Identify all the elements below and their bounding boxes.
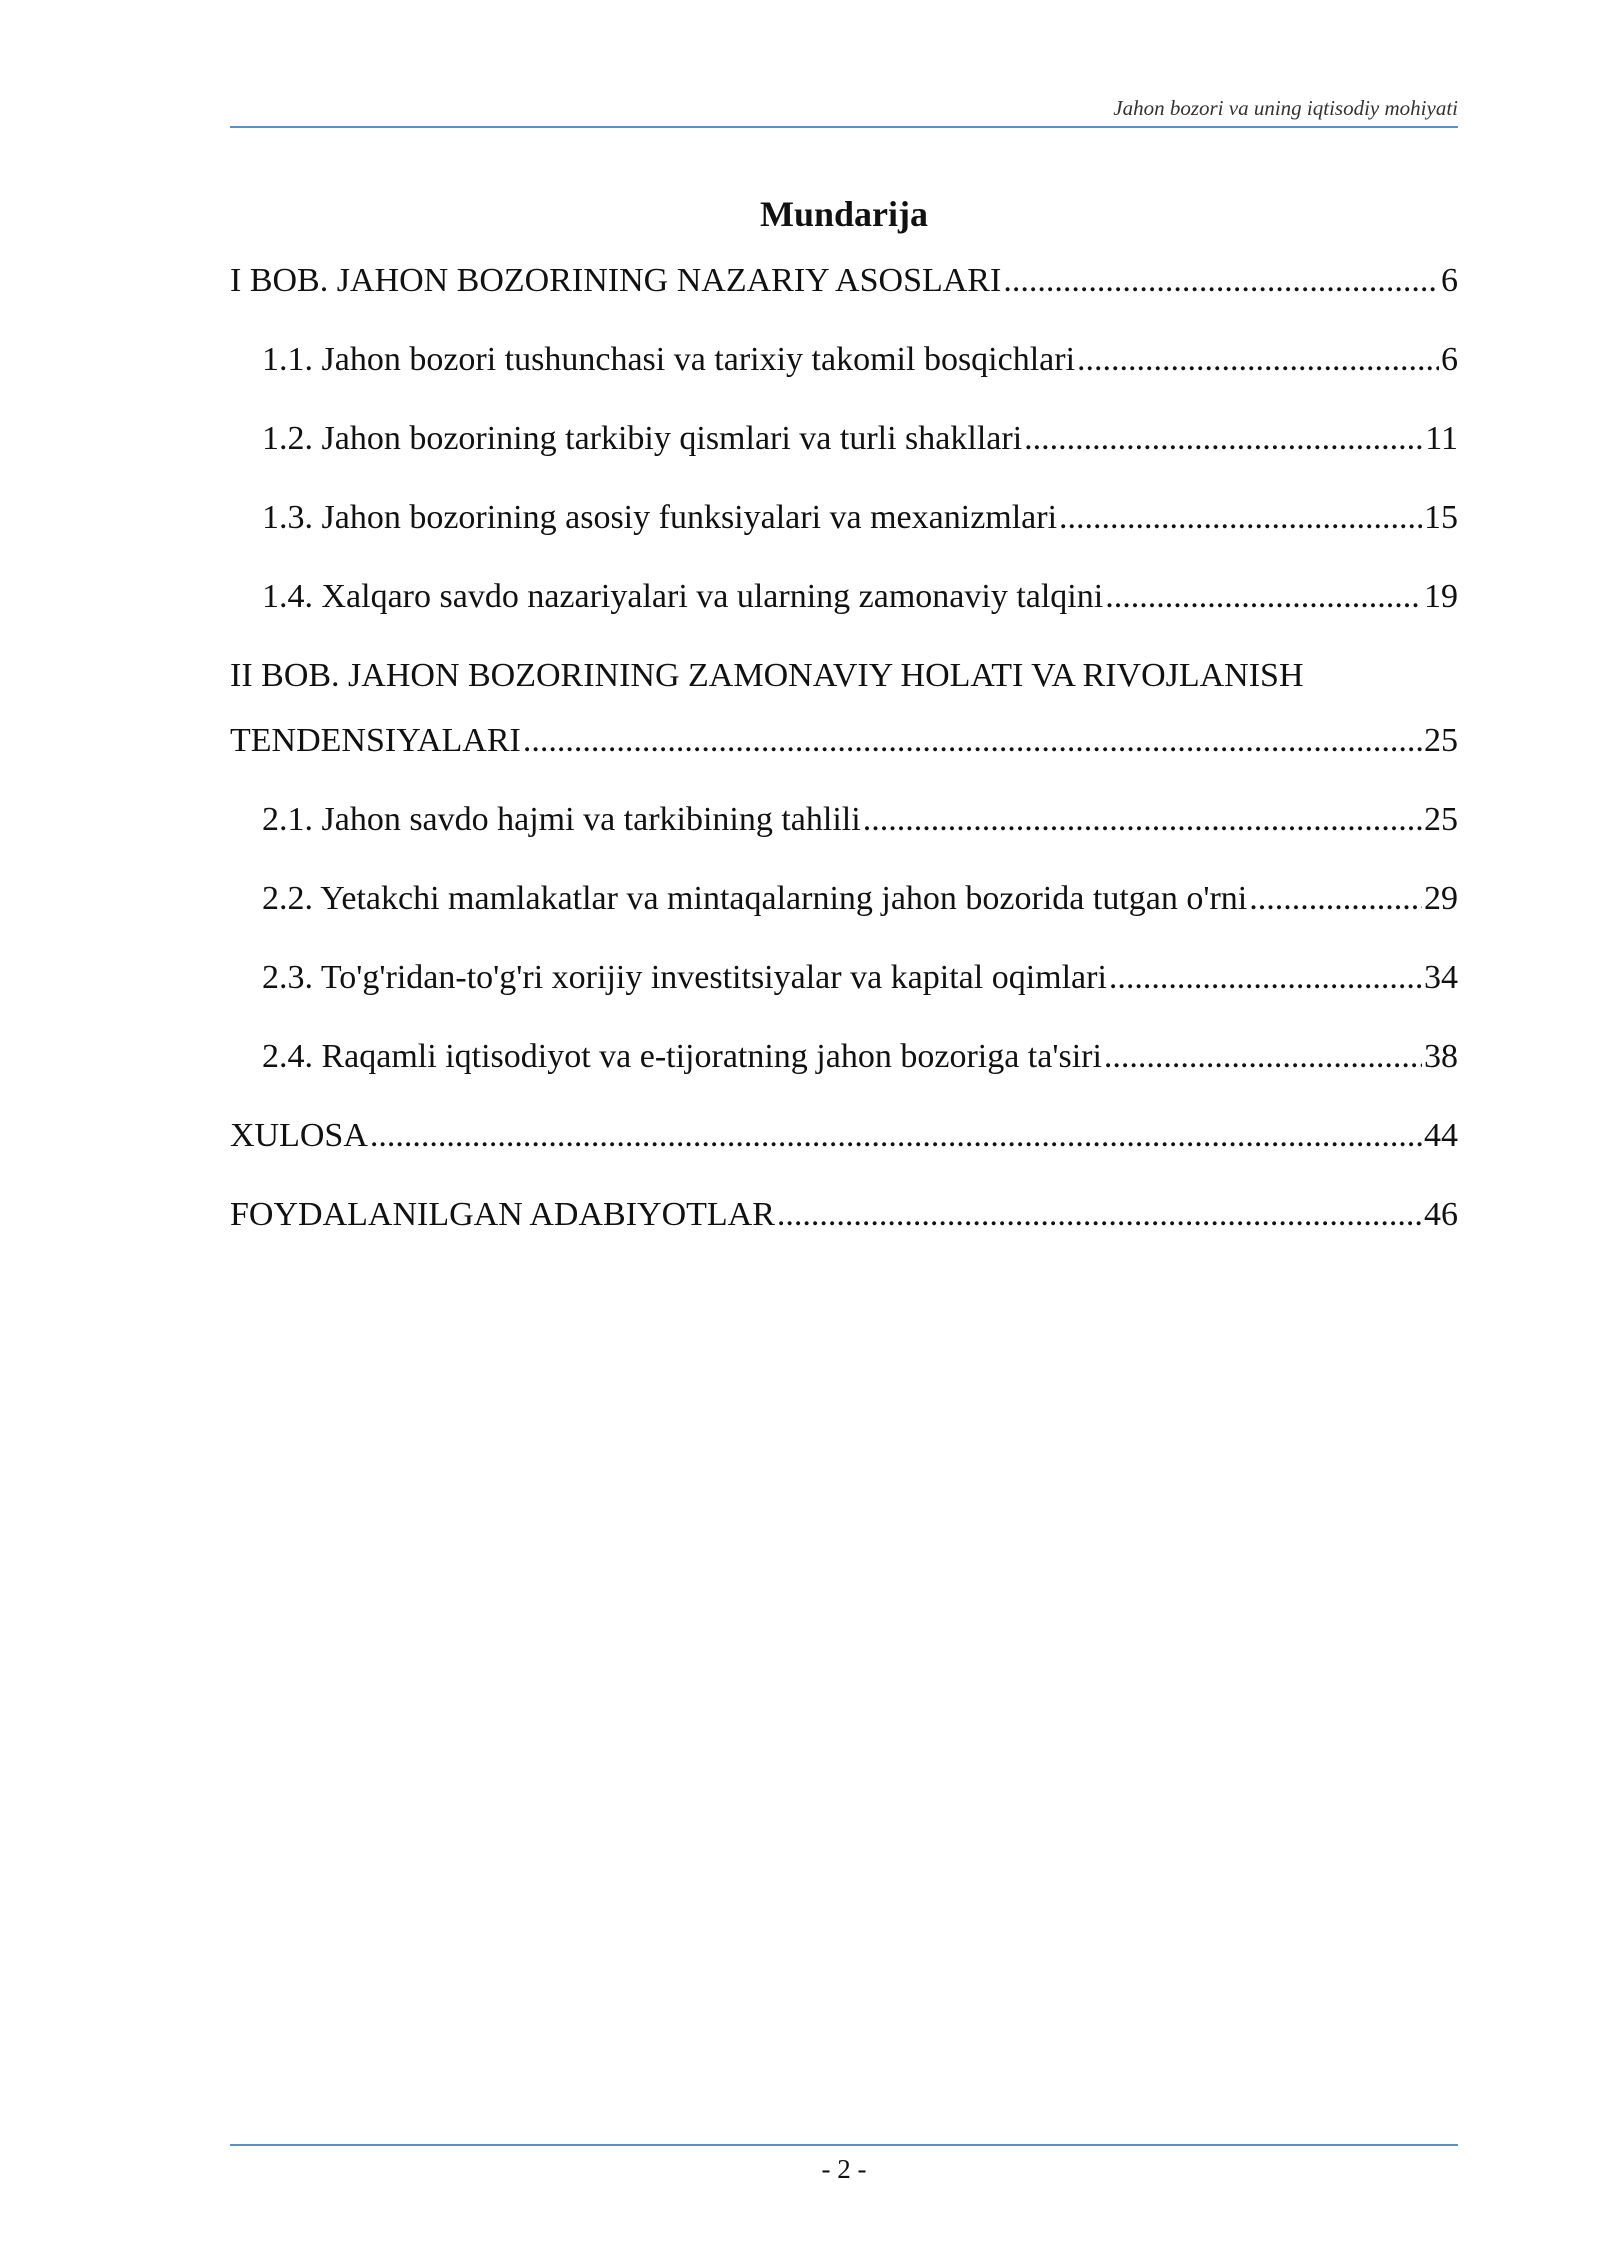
toc-entry-1-1[interactable] — [262, 337, 1458, 383]
toc-entry-2-3[interactable] — [262, 955, 1458, 1001]
toc-entry-conclusion[interactable] — [230, 1113, 1458, 1159]
toc-entry-page: 38 — [1424, 1038, 1458, 1075]
toc-entry-label: 2.1. Jahon savdo hajmi va tarkibining tahlili — [262, 801, 861, 838]
toc-entry-label: I BOB. JAHON BOZORINING NAZARIY ASOSLARI — [230, 262, 1002, 299]
dot-leader — [1105, 574, 1422, 620]
toc-entry-page: 25 — [1424, 801, 1458, 838]
toc-entry-label: 1.2. Jahon bozorining tarkibiy qismlari va turli shakllari — [262, 420, 1023, 457]
toc-entry-references[interactable] — [230, 1192, 1458, 1238]
footer-rule — [230, 2144, 1458, 2146]
dot-leader — [1003, 258, 1439, 304]
dot-leader — [1109, 955, 1422, 1001]
toc-entry-page: 46 — [1424, 1196, 1458, 1233]
dot-leader — [1104, 1034, 1422, 1080]
toc-entry-1-3[interactable] — [262, 495, 1458, 541]
toc-entry-chapter-2-line1[interactable]: II BOB. JAHON BOZORINING ZAMONAVIY HOLATI VA RIVOJLANISH — [230, 657, 1304, 694]
dot-leader — [1024, 416, 1423, 462]
toc-entry-label: TENDENSIYALARI — [230, 722, 521, 759]
dot-leader — [523, 718, 1422, 764]
toc-entry-1-4[interactable] — [262, 574, 1458, 620]
toc-entry-label: 1.3. Jahon bozorining asosiy funksiyalari va mexanizmlari — [262, 499, 1058, 536]
toc-entry-label: 1.1. Jahon bozori tushunchasi va tarixiy takomil bosqichlari — [262, 341, 1076, 378]
toc-entry-label: XULOSA — [230, 1117, 368, 1154]
toc-entry-page: 44 — [1424, 1117, 1458, 1154]
toc-entry-page: 19 — [1424, 578, 1458, 615]
toc-entry-1-2[interactable] — [262, 416, 1458, 462]
dot-leader — [1249, 876, 1422, 922]
toc-title: Mundarija — [759, 194, 928, 234]
toc-entry-label: 2.3. To'g'ridan-to'g'ri xorijiy investitsiyalar va kapital oqimlari — [262, 959, 1107, 996]
toc-entry-page: 6 — [1441, 262, 1458, 299]
toc-entry-2-2[interactable] — [262, 876, 1458, 922]
dot-leader — [370, 1113, 1422, 1159]
page-number: - 2 - — [821, 2154, 867, 2184]
toc-entry-label: 1.4. Xalqaro savdo nazariyalari va ularning zamonaviy talqini — [262, 578, 1104, 615]
toc-entry-label: 2.4. Raqamli iqtisodiyot va e-tijoratning jahon bozoriga ta'siri — [262, 1038, 1102, 1075]
dot-leader — [863, 797, 1422, 843]
running-header: Jahon bozori va uning iqtisodiy mohiyati — [1113, 96, 1458, 120]
toc-entry-page: 34 — [1424, 959, 1458, 996]
toc-entry-2-4[interactable] — [262, 1034, 1458, 1080]
toc-entry-page: 6 — [1441, 341, 1458, 378]
dot-leader — [1077, 337, 1439, 383]
toc-entry-page: 25 — [1424, 722, 1458, 759]
toc-entry-chapter-2[interactable] — [230, 718, 1458, 764]
toc-entry-label: FOYDALANILGAN ADABIYOTLAR — [230, 1196, 775, 1233]
toc-entry-2-1[interactable] — [262, 797, 1458, 843]
dot-leader — [777, 1192, 1422, 1238]
toc-entry-chapter-1[interactable] — [230, 258, 1458, 304]
dot-leader — [1059, 495, 1422, 541]
header-rule — [230, 126, 1458, 128]
toc-entry-page: 29 — [1424, 880, 1458, 917]
toc-entry-page: 15 — [1424, 499, 1458, 536]
toc-entry-page: 11 — [1425, 420, 1458, 457]
toc-entry-label: 2.2. Yetakchi mamlakatlar va mintaqalarning jahon bozorida tutgan o'rni — [262, 880, 1248, 917]
